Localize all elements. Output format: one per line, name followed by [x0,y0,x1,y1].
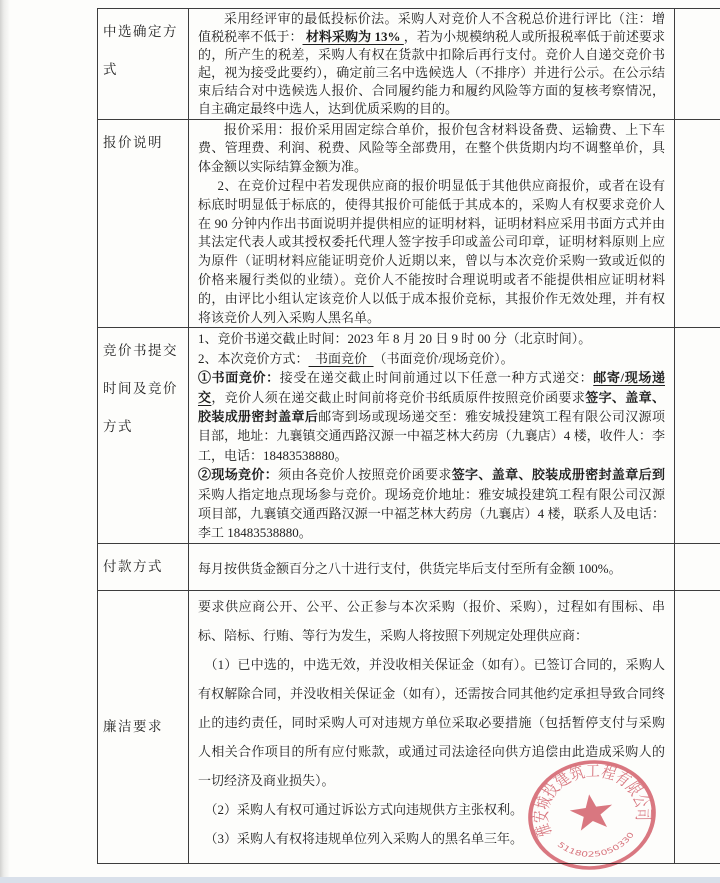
row-label: 廉洁要求 [98,590,189,863]
cell-paragraph [198,349,665,368]
cell-paragraph [198,177,665,327]
cell-paragraph [198,558,665,577]
row-label: 竞价书提交时间及竞价方式 [98,328,189,543]
spare-column-cell [675,590,720,863]
seal-company-text: 雅安城投建筑工程有限公司 [529,761,655,840]
row-label: 中选确定方式 [98,9,189,120]
text-run: 1、竞价书递交截止时间：2023 年 8 月 20 日 9 时 00 分（北京时间）。 [198,331,592,347]
text-run: 签字、盖章、胶装成册密封盖章后 [198,389,665,424]
procurement-table-body [98,9,720,864]
procurement-table [97,8,720,864]
text-run: 书面竞价 [308,350,374,366]
text-run: 采用经评审的最低投标价法。采购人对竞价人不含税总价进行评比（注：增值税税率不低于： [198,11,665,45]
text-run: 签字、盖章、胶装成册密封盖章后到 [451,467,665,483]
cell-paragraph [198,329,665,348]
star-icon [568,791,615,831]
cell-paragraph [198,368,665,465]
text-run: 材料采购为 13% [302,29,404,45]
text-run: 采购人指定地点现场参与竞价。现场竞价地址：雅安城投建筑工程有限公司汉源项目部，九襄镇交通西路汉源一中福芝林大药房（九襄店）4 楼，联系人及电话：李工 18483538880。 [198,486,665,541]
cell-paragraph [198,10,665,119]
spare-column-cell [675,119,720,328]
text-run: 须由各竞价人按照竞价函要求 [278,467,452,483]
text-run: ①书面竞价： [198,370,280,386]
row-content [189,328,675,543]
text-run: （书面竞价/现场竞价）。 [373,350,514,366]
spare-column-cell [675,543,720,590]
text-run: 要求供应商公开、公平、公正参与本次采购（报价、采购），过程如有围标、串标、陪标、行贿、等行为发生，采购人将按照下列规定处理供应商： [198,598,665,643]
row-content [189,119,675,328]
text-run: （2）采购人有权可通过诉讼方式向违规供方主张权利。 [204,801,524,817]
table-row [98,119,720,328]
company-seal [509,741,675,883]
page-edge-bottom-strip [0,877,720,883]
text-run: 报价采用：报价采用固定综合单价，报价包含材料设备费、运输费、上下车费、管理费、利润、税费、风险等全部费用，在整个供货期内均不调整单价，具体金额以实际结算金额为准。 [198,121,665,175]
text-run: （3）采购人有权将违规单位列入采购人的黑名单三年。 [204,830,524,846]
seal-number-text: 5118025050330 [555,831,636,859]
text-run: 接受在递交截止时间前通过以下任意一种方式递交： [279,370,594,386]
text-run: 每月按供货金额百分之八十进行支付，供货完毕后支付至所有金额 100%。 [198,560,622,576]
text-run: （1）已中选的，中选无效，并没收相关保证金（如有）。已签订合同的，采购人有权解除合同，并没收相关保证金（如有），还需按合同其他约定承担导致合同终止的违约责任，同时采购人可对违规方单位采取必要措施（包括暂停支付与采购人相关合作项目的所有应付账款，或通过司法途径向供方追偿由此造成采购人的一切经济及商业损失）。 [198,656,665,788]
text-run: 邮寄到场或现场递交至：雅安城投建筑工程有限公司汉源项目部，地址：九襄镇交通西路汉源一中福芝林大药房（九襄店）4 楼，收件人：李工，电话：18483538880。 [198,408,665,463]
spare-column-cell [675,9,720,120]
table-row [98,9,720,120]
row-content [189,9,675,120]
spare-column-cell [675,328,720,543]
row-content [189,543,675,590]
text-run: ，若为小规模纳税人或所报税率低于前述要求的，所产生的税差，采购人有权在货款中扣除后再行支付。竞价人自递交竞价书起，视为接受此要约），确定前三名中选候选人（不排序）并进行公示。在公示结束后结合对中选候选人报价、合同履约能力和履约风险等方面的复核考察情况，自主确定最终中选人，达到优质采购的目的。 [198,29,665,117]
text-run: 2、在竞价过程中若发现供应商的报价明显低于其他供应商报价，或者在设有标底时明显低于标底的，使得其报价可能低于其成本的，采购人有权要求竞价人在 90 分钟内作出书面说明并提供相应的证明材料，证明材料应采用书面方式并由其法定代表人或其授权委托代理人签字按手印或盖公司印章，证明材料原则上应为原件（证明材料应能证明竞价人近期以来，曾以与本次竞价采购一致或近似的价格来履行类似的业绩）。竞价人不能按时合理说明或者不能提供相应证明材料的，由评比小组认定该竞价人以低于成本报价竞标，其报价作无效处理，并有权将该竞价人列入采购人黑名单。 [198,177,665,325]
page-edge-left-shadow [0,0,10,883]
cell-paragraph [198,592,665,650]
text-run: ，竞价人须在递交截止时间前将竞价书纸质原件按照竞价函要求 [211,389,586,405]
row-label: 付款方式 [98,543,189,590]
table-row [98,328,720,543]
text-run: ②现场竞价： [198,467,279,483]
cell-paragraph [198,121,665,177]
row-label: 报价说明 [98,119,189,328]
text-run: 邮寄/现场递交 [198,370,665,405]
cell-paragraph [198,465,665,543]
text-run: 2、本次竞价方式： [198,350,309,366]
table-row [98,543,720,590]
